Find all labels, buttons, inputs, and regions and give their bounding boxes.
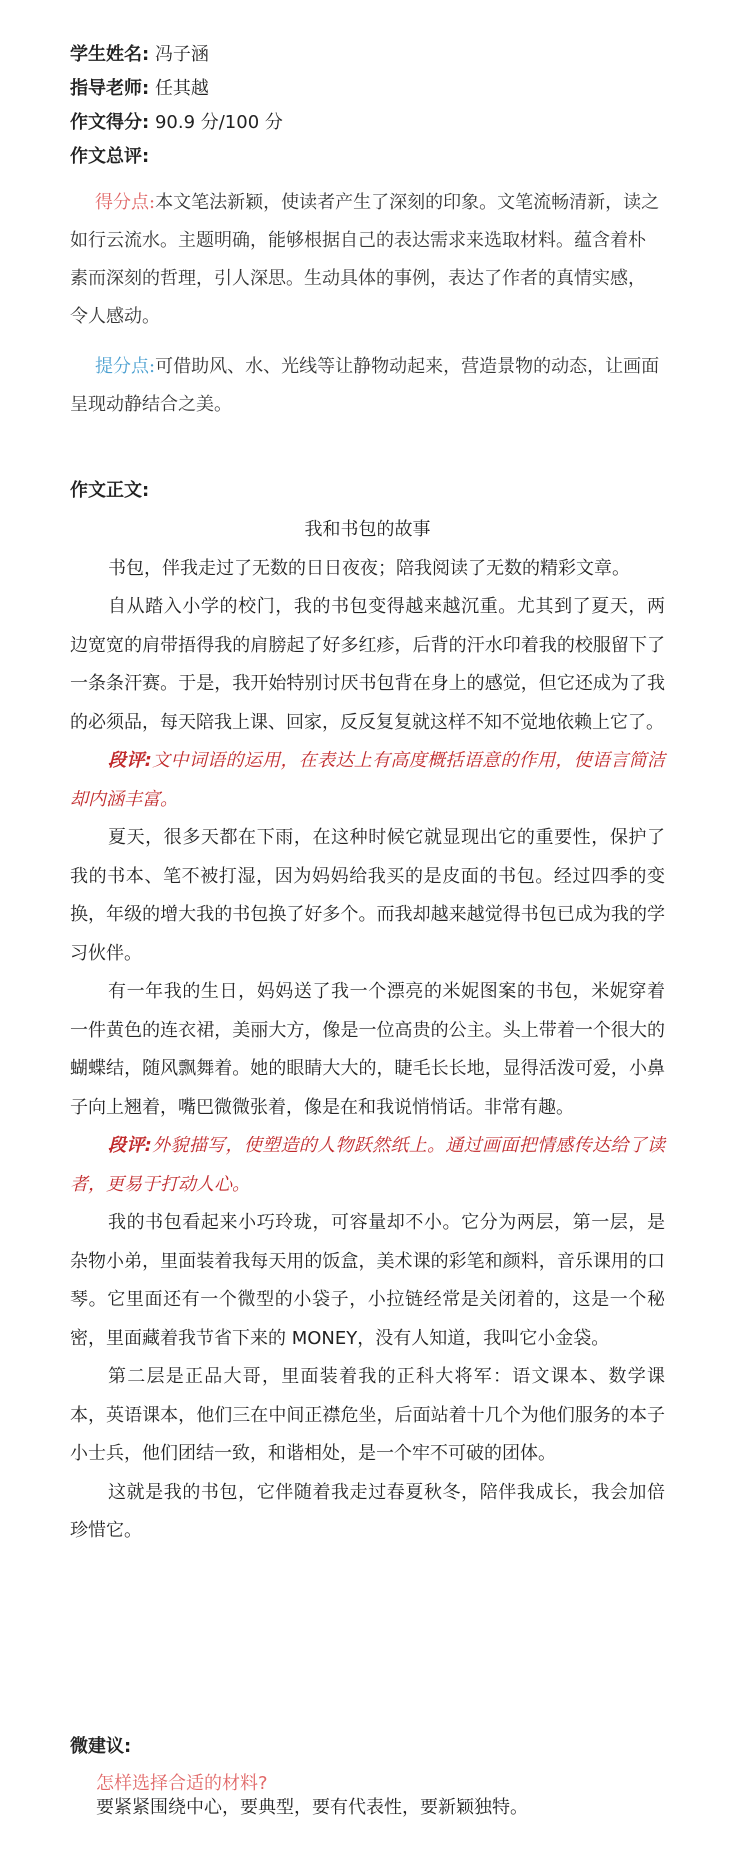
score-points-text: 本文笔法新颖，使读者产生了深刻的印象。文笔流畅清新，读之如行云流水。主题明确，能够根据自己的表达需求来选取材料。蕴含着朴素而深刻的哲理，引人深思。生动具体的事例，表达了作者的真情实感，令人感动。 (70, 192, 660, 327)
essay-paragraph: 自从踏入小学的校门，我的书包变得越来越沉重。尤其到了夏天，两边宽宽的肩带捂得我的肩膀起了好多红疹，后背的汗水印着我的校服留下了一条条汗赛。于是，我开始特别讨厌书包背在身上的感觉，但它还成为了我的必须品，每天陪我上课、回家，反反复复就这样不知不觉地依赖上它了。 (70, 596, 665, 733)
score-points-block (70, 184, 660, 336)
essay-paragraph: 我的书包看起来小巧玲珑，可容量却不小。它分为两层，第一层，是杂物小弟，里面装着我每天用的饭盒，美术课的彩笔和颜料，音乐课用的口琴。它里面还有一个微型的小袋子，小拉链经常是关闭着的，这是一个秘密，里面藏着我节省下来的 MONEY，没有人知道，我叫它小金袋。 (70, 1212, 665, 1349)
essay-paragraph: 这就是我的书包，它伴随着我走过春夏秋冬，陪伴我成长，我会加倍珍惜它。 (70, 1481, 665, 1541)
essay-title: 我和书包的故事 (304, 519, 431, 540)
review-text: 文中词语的运用，在表达上有高度概括语意的作用，使语言简洁却内涵丰富。 (70, 750, 666, 810)
essay-paragraph: 书包，伴我走过了无数的日日夜夜；陪我阅读了无数的精彩文章。 (108, 557, 630, 579)
summary-heading: 作文总评: (70, 146, 150, 167)
student-name-line (70, 43, 209, 67)
essay-heading: 作文正文: (70, 480, 150, 501)
review-label: 段评: (108, 750, 152, 771)
teacher-line (70, 77, 209, 101)
improve-points-block (70, 348, 660, 424)
suggestion-question: 怎样选择合适的材料? (96, 1773, 268, 1794)
improve-label: 提分点: (95, 356, 156, 377)
suggestion-heading: 微建议: (70, 1736, 132, 1757)
suggestion-answer: 要紧紧围绕中心，要典型，要有代表性，要新颖独特。 (96, 1797, 528, 1818)
paragraph-review (70, 1127, 665, 1204)
paragraph-review (70, 742, 665, 819)
essay-paragraph: 第二层是正品大哥，里面装着我的正科大将军：语文课本、数学课本，英语课本，他们三在中间正襟危坐，后面站着十几个为他们服务的本子小士兵，他们团结一致，和谐相处，是一个牢不可破的团体。 (70, 1366, 665, 1464)
essay-paragraph: 有一年我的生日，妈妈送了我一个漂亮的米妮图案的书包，米妮穿着一件黄色的连衣裙，美丽大方，像是一位高贵的公主。头上带着一个很大的蝴蝶结，随风飘舞着。她的眼睛大大的，睫毛长长地，显得活泼可爱，小鼻子向上翘着，嘴巴微微张着，像是在和我说悄悄话。非常有趣。 (70, 981, 665, 1118)
score-value: 90.9 分/100 分 (154, 112, 283, 133)
score-label: 作文得分: (70, 112, 150, 133)
review-text: 外貌描写，使塑造的人物跃然纸上。通过画面把情感传达给了读者，更易于打动人心。 (70, 1135, 666, 1195)
teacher-label: 指导老师: (70, 78, 150, 99)
suggestion-block (96, 1772, 656, 1820)
score-points-label: 得分点: (95, 192, 156, 213)
essay-paragraph: 夏天，很多天都在下雨，在这种时候它就显现出它的重要性，保护了我的书本、笔不被打湿，因为妈妈给我买的是皮面的书包。经过四季的变换，年级的增大我的书包换了好多个。而我却越来越觉得书包已成为我的学习伙伴。 (70, 827, 665, 964)
essay-body (70, 511, 665, 1551)
student-name: 冯子涵 (154, 44, 209, 65)
teacher-name: 任其越 (154, 78, 209, 99)
student-name-label: 学生姓名: (70, 44, 150, 65)
score-line (70, 111, 283, 135)
review-label: 段评: (108, 1135, 152, 1156)
improve-text: 可借助风、水、光线等让静物动起来，营造景物的动态，让画面呈现动静结合之美。 (70, 356, 660, 415)
